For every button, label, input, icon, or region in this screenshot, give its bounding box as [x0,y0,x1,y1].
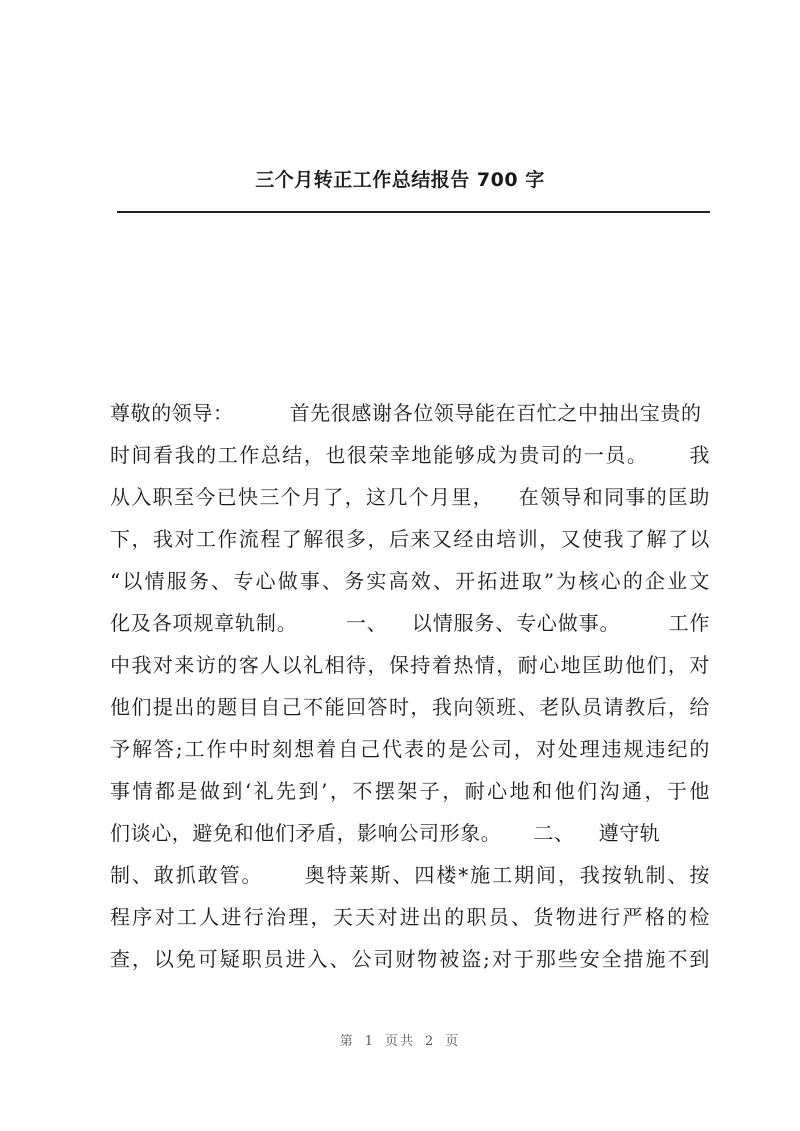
body-line [110,434,710,476]
section-number: 二、 [533,821,575,845]
body-line [110,644,710,686]
body-segment: 程序对工人进行治理，天天对进出的职员、货物进行严格的检 [110,905,710,929]
body-segment: 下，我对工作流程了解很多，后来又经由培训，又使我了解了以 [110,527,710,551]
footer-prefix: 第 [339,1034,355,1049]
body-line [110,518,710,560]
title-divider [117,211,710,213]
page-footer [0,1030,800,1049]
body-line [110,770,710,812]
body-line [110,560,710,602]
section-heading: 遵守轨 [598,821,661,845]
body-segment: 从入职至今已快三个月了，这几个月里， [110,485,494,509]
body-segment: “以情服务、专心做事、务实高效、开拓进取”为核心的企业文 [110,569,710,593]
body-segment: 首先很感谢各位领导能在百忙之中抽出宝贵的 [289,401,702,425]
body-segment: 予解答;工作中时刻想着自己代表的是公司，对处理违规违纪的 [110,737,710,761]
body-line [110,392,710,434]
body-line [110,602,710,644]
body-line [110,686,710,728]
body-line [110,896,710,938]
section-heading: 制、敢抓敢管。 [110,863,264,887]
body-line [110,476,710,518]
body-segment: 们谈心，避免和他们矛盾，影响公司形象。 [110,821,502,845]
body-line [110,728,710,770]
body-segment: 中我对来访的客人以礼相待，保持着热情，耐心地匡助他们，对 [110,653,710,677]
total-pages-number: 2 [425,1034,436,1049]
salutation: 尊敬的领导： [110,401,234,425]
body-line [110,938,710,980]
body-segment: 化及各项规章轨制。 [110,611,298,635]
section-heading: 以情服务、专心做事。 [411,611,621,635]
current-page-number: 1 [364,1034,375,1049]
footer-suffix: 页 [445,1034,461,1049]
body-segment: 时间看我的工作总结，也很荣幸地能够成为贵司的一员。 [110,443,649,467]
body-segment: 奥特莱斯、四楼*施工期间，我按轨制、按 [303,863,710,887]
body-segment: 他们提出的题目自己不能回答时，我向领班、老队员请教后，给 [110,695,710,719]
body-segment: 事情都是做到‘礼先到’，不摆架子，耐心地和他们沟通，于他 [110,779,710,803]
document-body [110,392,710,980]
body-line [110,812,710,854]
body-segment: 在领导和同事的匡助 [518,485,710,509]
body-segment: 我 [688,443,710,467]
body-segment: 查，以免可疑职员进入、公司财物被盗;对于那些安全措施不到 [110,947,710,971]
body-segment: 工作 [668,611,711,635]
page-title: 三个月转正工作总结报告 700 字 [255,169,545,191]
section-number: 一、 [345,611,388,635]
body-line [110,854,710,896]
footer-mid: 页共 [384,1034,415,1049]
